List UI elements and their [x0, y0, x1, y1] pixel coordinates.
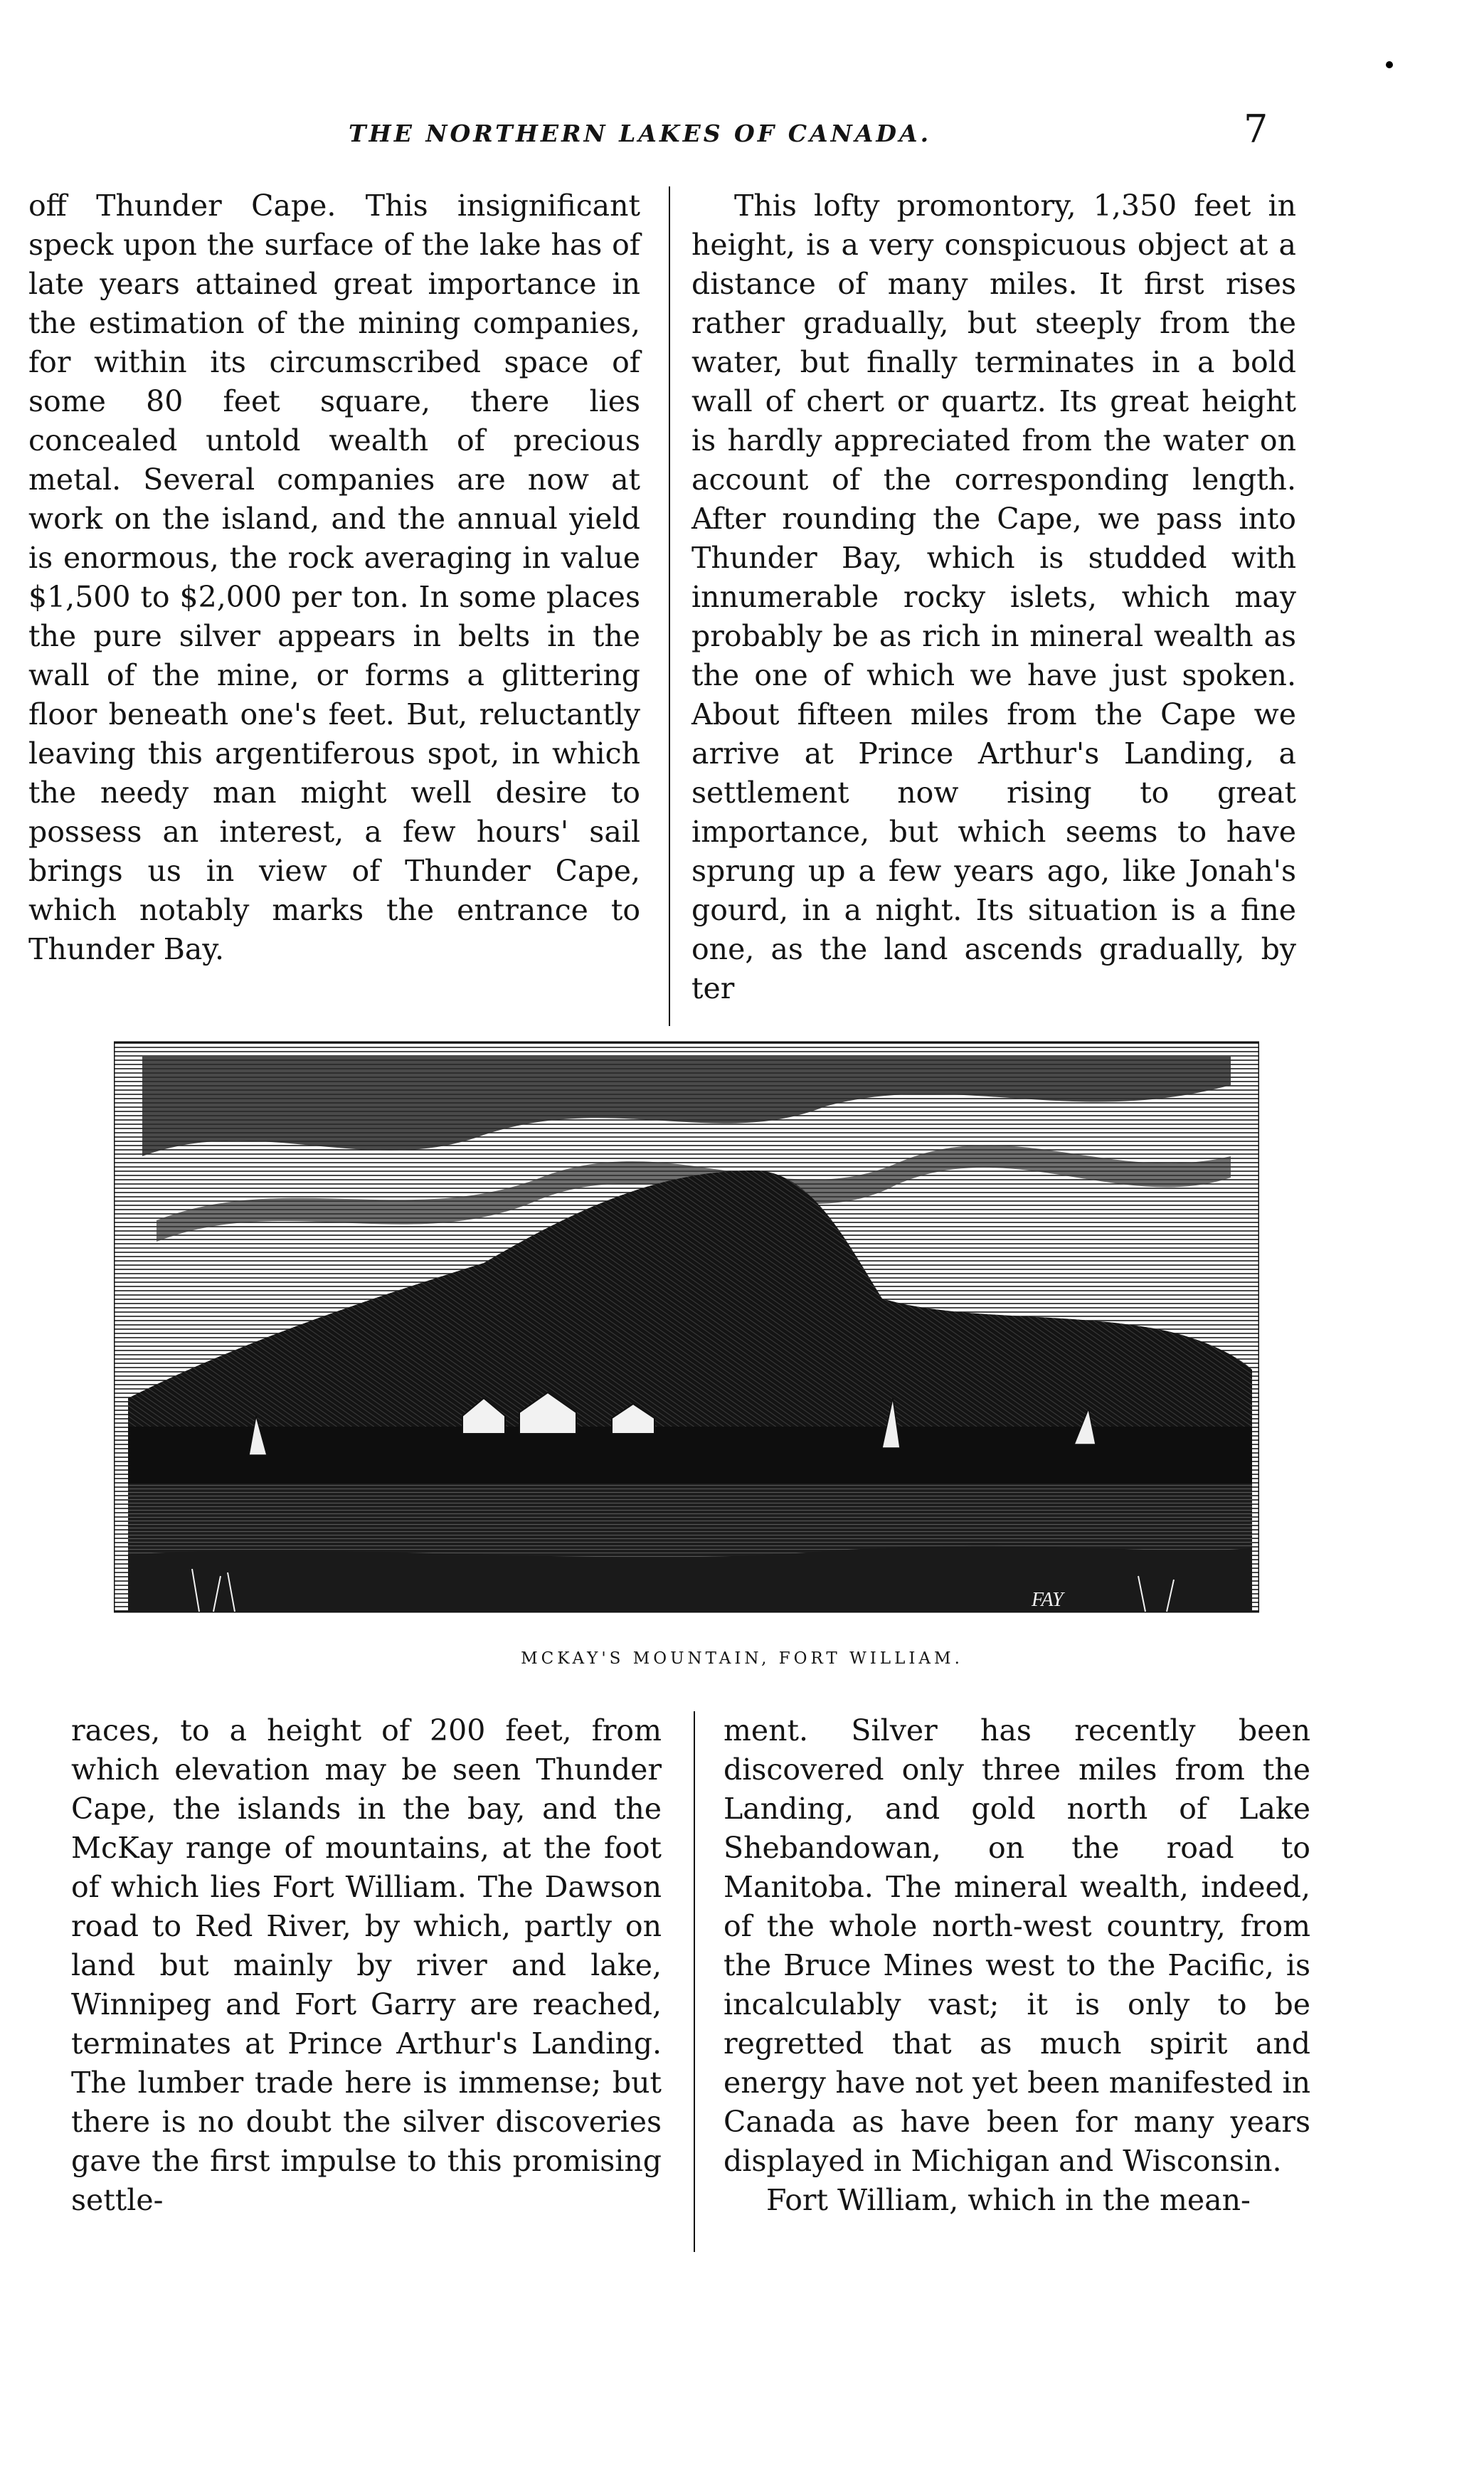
- column-right-top: [670, 186, 1296, 1026]
- running-title: THE NORTHERN LAKES OF CANADA.: [349, 120, 932, 147]
- page-number: 7: [1244, 107, 1268, 152]
- paragraph: ment. Silver has recently been discovered only three miles from the Landing, and gold north of Lake Shebandowan, on the road to Manitoba. The mineral wealth, indeed, of the whole north-west country, from the Bruce Mines west to the Pacific, is incalculably vast; it is only to be regretted that as much spirit and energy have not yet been manifested in Canada as have been for many years displayed in Michigan and Wisconsin.: [724, 1713, 1310, 2178]
- top-text-columns: [28, 186, 1296, 1026]
- page-header: [0, 107, 1484, 164]
- engraver-signature: FAY: [1032, 1589, 1064, 1611]
- paragraph: off Thunder Cape. This insignificant speck upon the surface of the lake has of late years attained great importance in the estimation of the mining companies, for within its circumscribed space of some 80 feet square, there lies concealed untold wealth of precious metal. Several companies are now at work on the island, and the annual yield is enormous, the rock averaging in value $1,500 to $2,000 per ton. In some places the pure silver appears in belts in the wall of the mine, or forms a glittering floor beneath one's feet. But, reluctantly leaving this argentiferous spot, in which the needy man might well desire to possess an interest, a few hours' sail brings us in view of Thunder Cape, which notably marks the entrance to Thunder Bay.: [28, 189, 640, 966]
- illustration-caption: MCKAY'S MOUNTAIN, FORT WILLIAM.: [521, 1649, 963, 1668]
- stray-mark: [1386, 61, 1393, 68]
- engraving-illustration: [114, 1028, 1259, 1629]
- paragraph: This lofty promontory, 1,350 feet in height, is a very conspicuous object at a distance of many miles. It first rises rather gradually, but steeply from the water, but finally terminates in a bold wall of chert or quartz. Its great height is hardly appreciated from the water on account of the corresponding length. After rounding the Cape, we pass into Thunder Bay, which is studded with innumerable rocky islets, which may probably be as rich in mineral wealth as the one of which we have just spoken. About fifteen miles from the Cape we arrive at Prince Arthur's Landing, a settlement now rising to great importance, but which seems to have sprung up a few years ago, like Jonah's gourd, in a night. Its situation is a fine one, as the land ascends gradually, by ter: [691, 189, 1296, 1005]
- paragraph: Fort William, which in the mean-: [766, 2183, 1251, 2217]
- column-left-top: [28, 186, 669, 1026]
- bottom-text-columns: [71, 1711, 1310, 2252]
- column-left-bottom: [71, 1711, 694, 2252]
- column-right-bottom: [695, 1711, 1310, 2252]
- paragraph: races, to a height of 200 feet, from which elevation may be seen Thunder Cape, the islands in the bay, and the McKay range of mountains, at the foot of which lies Fort William. The Dawson road to Red River, by which, partly on land but mainly by river and lake, Winnipeg and Fort Garry are reached, terminates at Prince Arthur's Landing. The lumber trade here is immense; but there is no doubt the silver discoveries gave the first impulse to this promising settle-: [71, 1713, 662, 2217]
